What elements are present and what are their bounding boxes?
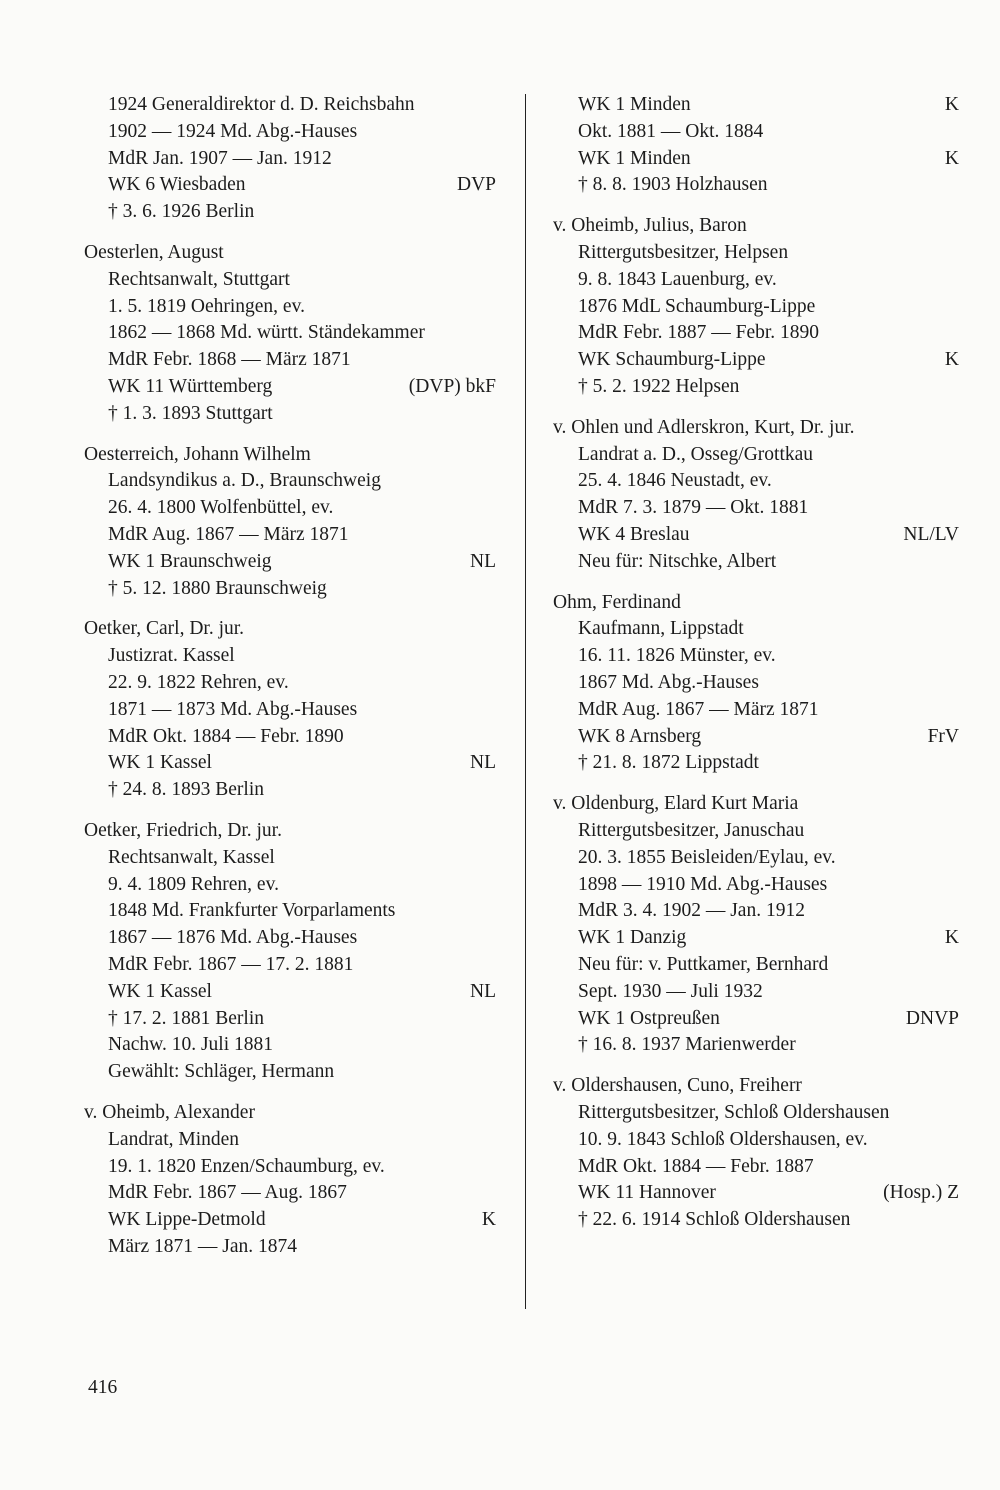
line-text: 1902 — 1924 Md. Abg.-Hauses — [108, 120, 358, 142]
entry-name-line — [553, 1073, 959, 1099]
line-text: März 1871 — Jan. 1874 — [108, 1236, 298, 1257]
line-text: † 21. 8. 1872 Lippstadt — [578, 752, 759, 774]
party-label: (DVP) bkF — [408, 376, 496, 397]
entry-detail-line — [108, 777, 496, 803]
line-text: 1848 Md. Frankfurter Vorparlaments — [108, 900, 396, 922]
party-label: K — [944, 147, 959, 169]
party-label: K — [481, 1209, 496, 1231]
line-text: Sept. 1930 — Juli 1932 — [578, 980, 763, 1002]
entry-detail-line — [578, 320, 959, 346]
line-text: 9. 8. 1843 Lauenburg, ev. — [578, 268, 777, 290]
line-text: † 5. 12. 1880 Braunschweig — [108, 577, 327, 599]
line-text: Justizrat. Kassel — [108, 645, 235, 667]
line-text: Ohm, Ferdinand — [553, 591, 681, 613]
entry-detail-line — [578, 750, 959, 776]
entry-detail-line — [578, 267, 959, 293]
entry-detail-line — [578, 549, 959, 575]
line-text: WK 4 Breslau — [578, 524, 690, 545]
entry-detail-line — [578, 979, 959, 1005]
line-text: Landrat a. D., Osseg/Grottkau — [578, 443, 814, 465]
line-text: v. Oldenburg, Elard Kurt Maria — [553, 793, 799, 815]
entry-detail-line — [578, 1127, 959, 1153]
entry-detail-line — [108, 724, 496, 750]
entry-detail-line — [108, 1059, 496, 1085]
line-text: 1898 — 1910 Md. Abg.-Hauses — [578, 873, 828, 895]
line-text: WK 1 Braunschweig — [108, 550, 272, 572]
entry-detail-line — [108, 199, 496, 225]
entry-detail-line — [578, 1180, 959, 1206]
entry-detail-line — [578, 697, 959, 723]
line-text: 20. 3. 1855 Beisleiden/Eylau, ev. — [578, 846, 836, 868]
entry-detail-line — [578, 872, 959, 898]
entry-detail-line — [578, 670, 959, 696]
party-label: NL — [470, 550, 496, 572]
line-text: † 17. 2. 1881 Berlin — [108, 1007, 264, 1029]
entry-detail-line — [108, 92, 496, 118]
party-label: DVP — [456, 174, 496, 196]
entry-detail-line — [108, 697, 496, 723]
line-text: WK 11 Hannover — [578, 1182, 716, 1204]
entry-name-line — [84, 818, 496, 844]
line-text: Kaufmann, Lippstadt — [578, 618, 744, 640]
entry-detail-line — [108, 146, 496, 172]
entry-detail-line — [578, 818, 959, 844]
line-text: 10. 9. 1843 Schloß Oldershausen, ev. — [578, 1128, 868, 1150]
line-text: Nachw. 10. Juli 1881 — [108, 1034, 274, 1056]
line-text: WK Lippe-Detmold — [108, 1209, 266, 1231]
entry-detail-line — [578, 643, 959, 669]
entry-detail-line — [108, 1207, 496, 1233]
line-text: † 1. 3. 1893 Stuttgart — [108, 402, 273, 424]
line-text: Neu für: v. Puttkamer, Bernhard — [578, 954, 829, 975]
entry-detail-line — [578, 240, 959, 266]
line-text: v. Oheimb, Julius, Baron — [553, 215, 747, 237]
line-text: MdR Febr. 1868 — März 1871 — [108, 349, 351, 371]
line-text: Rechtsanwalt, Stuttgart — [108, 268, 290, 290]
line-text: 1924 Generaldirektor d. D. Reichsbahn — [108, 94, 415, 115]
line-text: 1867 — 1876 Md. Abg.-Hauses — [108, 927, 358, 949]
party-label: NL/LV — [903, 524, 959, 545]
entry-detail-line — [108, 670, 496, 696]
entry-detail-line — [108, 643, 496, 669]
line-text: WK 1 Minden — [578, 94, 691, 115]
line-text: Oesterlen, August — [84, 242, 224, 263]
party-label: K — [944, 94, 959, 115]
line-text: MdR Febr. 1867 — Aug. 1867 — [108, 1182, 347, 1204]
entry-detail-line — [578, 952, 959, 978]
entry-detail-line — [578, 1154, 959, 1180]
party-label: (Hosp.) Z — [883, 1182, 959, 1204]
entry-detail-line — [108, 522, 496, 548]
entry-detail-line — [578, 724, 959, 750]
entry-detail-line — [578, 522, 959, 548]
line-text: 16. 11. 1826 Münster, ev. — [578, 645, 776, 667]
entry-detail-line — [108, 979, 496, 1005]
entry-detail-line — [108, 952, 496, 978]
line-text: † 3. 6. 1926 Berlin — [108, 201, 255, 223]
entry-detail-line — [578, 468, 959, 494]
entry-detail-line — [108, 1234, 496, 1260]
line-text: 22. 9. 1822 Rehren, ev. — [108, 672, 289, 693]
entry-detail-line — [578, 119, 959, 145]
line-text: 25. 4. 1846 Neustadt, ev. — [578, 470, 772, 492]
entry-detail-line — [578, 1032, 959, 1058]
entry-name-line — [84, 240, 496, 266]
entry-detail-line — [108, 401, 496, 427]
line-text: † 8. 8. 1903 Holzhausen — [578, 174, 768, 196]
entry-name-line — [553, 590, 959, 616]
entry-detail-line — [108, 845, 496, 871]
line-text: WK 1 Danzig — [578, 927, 687, 949]
entry-detail-line — [108, 898, 496, 924]
entry-detail-line — [108, 119, 496, 145]
entry-detail-line — [578, 347, 959, 373]
entry-detail-line — [108, 320, 496, 346]
line-text: Oesterreich, Johann Wilhelm — [84, 443, 311, 465]
line-text: MdR 3. 4. 1902 — Jan. 1912 — [578, 900, 805, 922]
entry-detail-line — [578, 294, 959, 320]
party-label: FrV — [927, 725, 959, 747]
entry-detail-line — [108, 549, 496, 575]
entry-detail-line — [578, 616, 959, 642]
entry-detail-line — [578, 898, 959, 924]
line-text: 1871 — 1873 Md. Abg.-Hauses — [108, 698, 358, 720]
entry-name-line — [553, 415, 959, 441]
line-text: WK Schaumburg-Lippe — [578, 349, 766, 371]
entry-detail-line — [108, 750, 496, 776]
entry-name-line — [84, 442, 496, 468]
line-text: 9. 4. 1809 Rehren, ev. — [108, 873, 279, 895]
entry-detail-line — [578, 172, 959, 198]
entry-detail-line — [108, 374, 496, 400]
line-text: MdR Okt. 1884 — Febr. 1887 — [578, 1155, 814, 1177]
column-divider — [525, 94, 526, 1309]
line-text: Oetker, Carl, Dr. jur. — [84, 618, 245, 640]
line-text: MdR Aug. 1867 — März 1871 — [578, 698, 819, 720]
entry-detail-line — [578, 442, 959, 468]
party-label: K — [944, 927, 959, 949]
line-text: WK 11 Württemberg — [108, 376, 273, 397]
line-text: WK 6 Wiesbaden — [108, 174, 246, 196]
line-text: Landrat, Minden — [108, 1128, 240, 1150]
entry-detail-line — [108, 468, 496, 494]
line-text: 26. 4. 1800 Wolfenbüttel, ev. — [108, 497, 334, 519]
entry-detail-line — [578, 1006, 959, 1032]
line-text: MdR Febr. 1887 — Febr. 1890 — [578, 322, 820, 344]
party-label: NL — [470, 752, 496, 774]
line-text: Oetker, Friedrich, Dr. jur. — [84, 820, 282, 841]
entry-detail-line — [578, 92, 959, 118]
entry-detail-line — [578, 146, 959, 172]
line-text: † 16. 8. 1937 Marienwerder — [578, 1034, 796, 1056]
entry-detail-line — [578, 495, 959, 521]
line-text: Okt. 1881 — Okt. 1884 — [578, 120, 764, 142]
entry-detail-line — [108, 576, 496, 602]
line-text: MdR Aug. 1867 — März 1871 — [108, 524, 349, 545]
entry-detail-line — [578, 1100, 959, 1126]
party-label: DNVP — [905, 1007, 959, 1029]
entry-detail-line — [578, 925, 959, 951]
line-text: v. Oheimb, Alexander — [84, 1102, 255, 1123]
line-text: WK 1 Kassel — [108, 980, 212, 1002]
entry-detail-line — [108, 1032, 496, 1058]
entry-detail-line — [108, 1127, 496, 1153]
line-text: WK 1 Kassel — [108, 752, 212, 774]
line-text: 19. 1. 1820 Enzen/Schaumburg, ev. — [108, 1155, 385, 1177]
line-text: MdR 7. 3. 1879 — Okt. 1881 — [578, 497, 809, 519]
entry-detail-line — [108, 495, 496, 521]
entry-detail-line — [108, 925, 496, 951]
party-label: K — [944, 349, 959, 371]
line-text: MdR Jan. 1907 — Jan. 1912 — [108, 147, 332, 169]
entry-detail-line — [578, 1207, 959, 1233]
line-text: Rechtsanwalt, Kassel — [108, 846, 275, 868]
line-text: WK 1 Ostpreußen — [578, 1007, 720, 1029]
line-text: † 24. 8. 1893 Berlin — [108, 779, 264, 801]
entry-name-line — [84, 1100, 496, 1126]
entry-detail-line — [108, 872, 496, 898]
entry-detail-line — [108, 267, 496, 293]
line-text: v. Ohlen und Adlerskron, Kurt, Dr. jur. — [553, 416, 855, 438]
line-text: Landsyndikus a. D., Braunschweig — [108, 470, 381, 492]
line-text: 1. 5. 1819 Oehringen, ev. — [108, 295, 305, 317]
line-text: v. Oldershausen, Cuno, Freiherr — [553, 1075, 802, 1097]
line-text: Gewählt: Schläger, Hermann — [108, 1061, 335, 1083]
entry-detail-line — [108, 1006, 496, 1032]
entry-detail-line — [108, 1154, 496, 1180]
line-text: MdR Febr. 1867 — 17. 2. 1881 — [108, 954, 354, 975]
entry-name-line — [84, 616, 496, 642]
line-text: MdR Okt. 1884 — Febr. 1890 — [108, 725, 344, 747]
line-text: † 5. 2. 1922 Helpsen — [578, 376, 740, 397]
line-text: Rittergutsbesitzer, Schloß Oldershausen — [578, 1102, 890, 1123]
line-text: Rittergutsbesitzer, Januschau — [578, 820, 805, 841]
entry-detail-line — [108, 347, 496, 373]
line-text: 1862 — 1868 Md. württ. Ständekammer — [108, 322, 425, 344]
entry-detail-line — [578, 845, 959, 871]
entry-detail-line — [578, 374, 959, 400]
line-text: Rittergutsbesitzer, Helpsen — [578, 242, 789, 263]
party-label: NL — [470, 980, 496, 1002]
entry-detail-line — [108, 294, 496, 320]
entry-name-line — [553, 791, 959, 817]
entry-name-line — [553, 213, 959, 239]
line-text: 1876 MdL Schaumburg-Lippe — [578, 295, 816, 317]
entry-detail-line — [108, 1180, 496, 1206]
line-text: Neu für: Nitschke, Albert — [578, 550, 777, 572]
entry-detail-line — [108, 172, 496, 198]
line-text: † 22. 6. 1914 Schloß Oldershausen — [578, 1209, 851, 1231]
page-number: 416 — [88, 1377, 118, 1398]
line-text: WK 8 Arnsberg — [578, 725, 702, 747]
line-text: 1867 Md. Abg.-Hauses — [578, 672, 759, 693]
line-text: WK 1 Minden — [578, 147, 691, 169]
